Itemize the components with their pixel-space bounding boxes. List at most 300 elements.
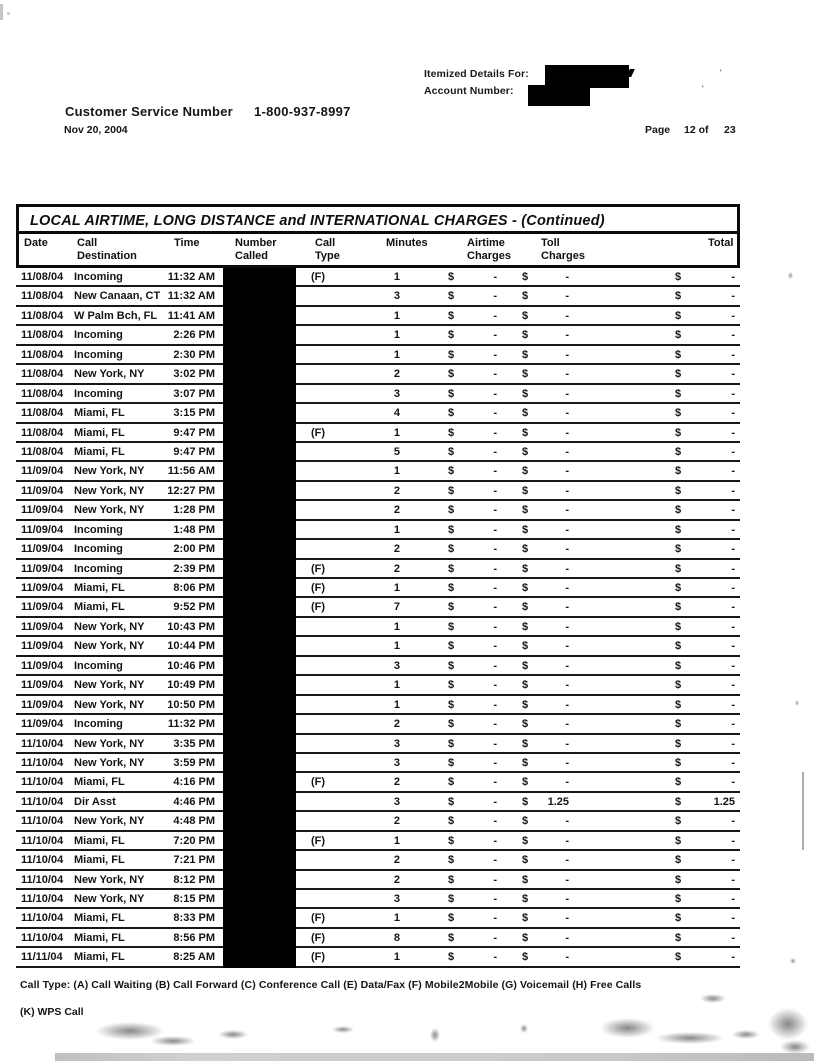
cell-destination: New York, NY — [74, 465, 145, 478]
cell-time: 12:27 PM — [167, 484, 215, 497]
total-currency-symbol: $ — [675, 543, 682, 556]
cell-destination: Incoming — [74, 562, 123, 575]
total-currency-symbol: $ — [675, 756, 682, 769]
cell-date: 11/08/04 — [21, 309, 64, 322]
cell-time: 10:50 PM — [167, 698, 215, 711]
cell-time: 10:43 PM — [167, 620, 215, 633]
call-row — [16, 579, 740, 598]
airtime-currency-symbol: $ — [448, 407, 455, 420]
cell-time: 2:30 PM — [173, 348, 215, 361]
call-row — [16, 365, 740, 384]
cell-toll-charges: - — [565, 368, 569, 381]
cell-date: 11/09/04 — [21, 484, 64, 497]
cell-airtime-charges: - — [493, 582, 497, 594]
cell-time: 2:00 PM — [173, 543, 215, 556]
cell-total: - — [731, 445, 735, 458]
page-number: 12 of — [684, 124, 709, 136]
scan-noise — [520, 1024, 528, 1033]
total-currency-symbol: $ — [675, 484, 682, 497]
toll-currency-symbol: $ — [522, 445, 529, 458]
call-row — [16, 793, 740, 812]
cell-destination: Incoming — [74, 543, 123, 556]
cell-minutes: 1 — [393, 271, 400, 283]
cell-destination: Miami, FL — [74, 912, 125, 925]
cell-toll-charges: - — [565, 329, 569, 342]
total-currency-symbol: $ — [675, 426, 682, 439]
cell-total: - — [731, 368, 735, 381]
total-currency-symbol: $ — [675, 271, 682, 283]
total-currency-symbol: $ — [675, 698, 682, 711]
cell-minutes: 1 — [393, 426, 400, 439]
cell-toll-charges: - — [565, 776, 569, 789]
cell-total: - — [731, 893, 735, 905]
scan-noise — [780, 1040, 810, 1054]
cell-date: 11/09/04 — [21, 640, 64, 653]
total-currency-symbol: $ — [675, 679, 682, 692]
toll-currency-symbol: $ — [522, 795, 529, 808]
toll-currency-symbol: $ — [522, 271, 529, 283]
cell-minutes: 2 — [393, 873, 400, 886]
cell-date: 11/08/04 — [21, 407, 64, 420]
cell-destination: New York, NY — [74, 484, 145, 497]
cell-minutes: 1 — [393, 329, 400, 342]
cell-minutes: 5 — [393, 445, 400, 458]
cell-toll-charges: - — [565, 737, 569, 750]
cell-date: 11/08/04 — [21, 426, 64, 439]
toll-currency-symbol: $ — [522, 815, 529, 828]
call-row — [16, 268, 740, 287]
cell-destination: New York, NY — [74, 368, 145, 381]
total-currency-symbol: $ — [675, 854, 682, 867]
scan-noise — [218, 1030, 248, 1039]
cell-time: 4:48 PM — [173, 815, 215, 828]
cell-date: 11/08/04 — [21, 290, 64, 303]
customer-service-phone: 1-800-937-8997 — [254, 104, 351, 119]
airtime-currency-symbol: $ — [448, 465, 455, 478]
cell-time: 9:47 PM — [173, 445, 215, 458]
scan-noise — [655, 1032, 725, 1044]
cell-airtime-charges: - — [493, 815, 497, 828]
total-currency-symbol: $ — [675, 640, 682, 653]
cell-total: - — [731, 426, 735, 439]
col-header-time: Time — [174, 237, 200, 249]
cell-destination: Miami, FL — [74, 854, 125, 867]
cell-airtime-charges: - — [493, 834, 497, 847]
call-row — [16, 948, 740, 967]
cell-total: - — [731, 504, 735, 517]
cell-time: 8:33 PM — [173, 912, 215, 925]
cell-time: 3:59 PM — [173, 756, 215, 769]
scan-noise — [795, 700, 799, 706]
charges-table-header-frame — [16, 204, 740, 268]
total-currency-symbol: $ — [675, 620, 682, 633]
col-header-call-destination: Call Destination — [77, 237, 137, 262]
cell-date: 11/09/04 — [21, 523, 64, 536]
cell-destination: New York, NY — [74, 873, 145, 886]
cell-total: - — [731, 601, 735, 614]
cell-date: 11/10/04 — [21, 931, 64, 944]
total-currency-symbol: $ — [675, 737, 682, 750]
cell-minutes: 1 — [393, 620, 400, 633]
cell-total: - — [731, 931, 735, 944]
toll-currency-symbol: $ — [522, 951, 529, 964]
cell-date: 11/10/04 — [21, 737, 64, 750]
scan-artifact-bottom-bar — [55, 1053, 814, 1061]
cell-date: 11/08/04 — [21, 368, 64, 381]
cell-airtime-charges: - — [493, 523, 497, 536]
total-currency-symbol: $ — [675, 387, 682, 400]
scan-noise — [332, 1026, 354, 1033]
cell-toll-charges: - — [565, 562, 569, 575]
itemized-details-label: Itemized Details For: — [424, 68, 529, 80]
total-currency-symbol: $ — [675, 834, 682, 847]
toll-currency-symbol: $ — [522, 756, 529, 769]
cell-airtime-charges: - — [493, 387, 497, 400]
airtime-currency-symbol: $ — [448, 854, 455, 867]
cell-toll-charges: - — [565, 912, 569, 925]
cell-toll-charges: - — [565, 951, 569, 964]
cell-airtime-charges: - — [493, 718, 497, 731]
cell-date: 11/09/04 — [21, 543, 64, 556]
cell-destination: W Palm Bch, FL — [74, 309, 158, 322]
cell-airtime-charges: - — [493, 873, 497, 886]
cell-total: - — [731, 854, 735, 867]
cell-minutes: 1 — [393, 912, 400, 925]
call-row — [16, 443, 740, 462]
cell-airtime-charges: - — [493, 640, 497, 653]
toll-currency-symbol: $ — [522, 329, 529, 342]
cell-time: 8:15 PM — [173, 893, 215, 905]
cell-destination: Miami, FL — [74, 776, 125, 789]
cell-total: - — [731, 873, 735, 886]
airtime-currency-symbol: $ — [448, 640, 455, 653]
cell-total: - — [731, 640, 735, 653]
toll-currency-symbol: $ — [522, 912, 529, 925]
airtime-currency-symbol: $ — [448, 659, 455, 672]
cell-total: - — [731, 582, 735, 594]
cell-total: - — [731, 465, 735, 478]
cell-toll-charges: - — [565, 601, 569, 614]
cell-toll-charges: - — [565, 387, 569, 400]
cell-time: 2:39 PM — [173, 562, 215, 575]
cell-toll-charges: 1.25 — [547, 795, 569, 808]
cell-airtime-charges: - — [493, 756, 497, 769]
cell-minutes: 3 — [393, 659, 400, 672]
cell-total: - — [731, 815, 735, 828]
toll-currency-symbol: $ — [522, 834, 529, 847]
cell-minutes: 1 — [393, 698, 400, 711]
cell-call-type: (F) — [311, 931, 326, 944]
cell-airtime-charges: - — [493, 426, 497, 439]
airtime-currency-symbol: $ — [448, 776, 455, 789]
call-row — [16, 404, 740, 423]
toll-currency-symbol: $ — [522, 659, 529, 672]
cell-call-type: (F) — [311, 601, 326, 614]
cell-minutes: 7 — [393, 601, 400, 614]
cell-toll-charges: - — [565, 873, 569, 886]
cell-total: - — [731, 776, 735, 789]
cell-total: - — [731, 329, 735, 342]
cell-total: - — [731, 659, 735, 672]
cell-time: 10:46 PM — [167, 659, 215, 672]
total-currency-symbol: $ — [675, 912, 682, 925]
cell-total: - — [731, 951, 735, 964]
redaction-box-account-number — [528, 85, 590, 106]
cell-destination: Miami, FL — [74, 582, 125, 594]
cell-destination: Miami, FL — [74, 407, 125, 420]
cell-total: - — [731, 737, 735, 750]
scan-noise — [788, 272, 793, 279]
toll-currency-symbol: $ — [522, 679, 529, 692]
airtime-currency-symbol: $ — [448, 931, 455, 944]
total-currency-symbol: $ — [675, 873, 682, 886]
cell-date: 11/10/04 — [21, 815, 64, 828]
total-currency-symbol: $ — [675, 815, 682, 828]
scan-noise — [700, 994, 726, 1003]
cell-minutes: 2 — [393, 854, 400, 867]
cell-date: 11/10/04 — [21, 795, 64, 808]
account-number-label: Account Number: — [424, 85, 514, 97]
cell-toll-charges: - — [565, 271, 569, 283]
toll-currency-symbol: $ — [522, 290, 529, 303]
call-row — [16, 287, 740, 306]
cell-minutes: 3 — [393, 893, 400, 905]
airtime-currency-symbol: $ — [448, 484, 455, 497]
scan-noise — [732, 1030, 760, 1039]
cell-airtime-charges: - — [493, 737, 497, 750]
total-currency-symbol: $ — [675, 407, 682, 420]
cell-total: - — [731, 271, 735, 283]
cell-airtime-charges: - — [493, 484, 497, 497]
cell-minutes: 1 — [393, 309, 400, 322]
cell-toll-charges: - — [565, 290, 569, 303]
cell-total: - — [731, 698, 735, 711]
cell-time: 3:15 PM — [173, 407, 215, 420]
cell-destination: New York, NY — [74, 815, 145, 828]
call-row — [16, 890, 740, 909]
cell-time: 11:56 AM — [167, 465, 215, 478]
call-row — [16, 909, 740, 928]
cell-minutes: 3 — [393, 756, 400, 769]
col-header-date: Date — [24, 237, 48, 249]
cell-toll-charges: - — [565, 931, 569, 944]
cell-toll-charges: - — [565, 756, 569, 769]
cell-total: - — [731, 834, 735, 847]
total-currency-symbol: $ — [675, 582, 682, 594]
cell-total: 1.25 — [713, 795, 735, 808]
cell-date: 11/08/04 — [21, 271, 64, 283]
cell-toll-charges: - — [565, 893, 569, 905]
cell-minutes: 2 — [393, 504, 400, 517]
airtime-currency-symbol: $ — [448, 329, 455, 342]
cell-minutes: 1 — [393, 465, 400, 478]
cell-toll-charges: - — [565, 504, 569, 517]
cell-time: 10:49 PM — [167, 679, 215, 692]
call-row — [16, 715, 740, 734]
cell-date: 11/08/04 — [21, 348, 64, 361]
total-currency-symbol: $ — [675, 329, 682, 342]
cell-destination: Miami, FL — [74, 931, 125, 944]
col-header-toll-charges: Toll Charges — [541, 237, 586, 262]
total-currency-symbol: $ — [675, 951, 682, 964]
cell-destination: Incoming — [74, 659, 123, 672]
cell-date: 11/09/04 — [21, 582, 64, 594]
scan-noise — [430, 1028, 440, 1042]
charges-table-title: LOCAL AIRTIME, LONG DISTANCE and INTERNATIONAL CHARGES - (Continued) — [19, 207, 737, 234]
airtime-currency-symbol: $ — [448, 562, 455, 575]
airtime-currency-symbol: $ — [448, 601, 455, 614]
cell-minutes: 2 — [393, 718, 400, 731]
call-row — [16, 560, 740, 579]
toll-currency-symbol: $ — [522, 776, 529, 789]
scan-artifact — [7, 12, 10, 15]
charges-table — [16, 204, 740, 968]
cell-destination: Incoming — [74, 329, 123, 342]
cell-toll-charges: - — [565, 407, 569, 420]
cell-toll-charges: - — [565, 465, 569, 478]
cell-total: - — [731, 387, 735, 400]
scan-noise — [600, 1018, 655, 1038]
cell-time: 9:47 PM — [173, 426, 215, 439]
redaction-number-called-column — [223, 268, 296, 968]
cell-time: 3:35 PM — [173, 737, 215, 750]
cell-destination: New York, NY — [74, 504, 145, 517]
airtime-currency-symbol: $ — [448, 873, 455, 886]
call-row — [16, 618, 740, 637]
call-row — [16, 521, 740, 540]
cell-minutes: 2 — [393, 562, 400, 575]
cell-destination: New York, NY — [74, 756, 145, 769]
toll-currency-symbol: $ — [522, 407, 529, 420]
cell-call-type: (F) — [311, 912, 326, 925]
cell-airtime-charges: - — [493, 445, 497, 458]
cell-toll-charges: - — [565, 640, 569, 653]
cell-destination: New Canaan, CT — [74, 290, 161, 303]
toll-currency-symbol: $ — [522, 893, 529, 905]
cell-destination: Dir Asst — [74, 795, 116, 808]
cell-date: 11/08/04 — [21, 445, 64, 458]
cell-toll-charges: - — [565, 543, 569, 556]
cell-date: 11/10/04 — [21, 756, 64, 769]
cell-date: 11/11/04 — [21, 951, 63, 964]
table-body — [16, 268, 740, 968]
airtime-currency-symbol: $ — [448, 912, 455, 925]
total-currency-symbol: $ — [675, 445, 682, 458]
airtime-currency-symbol: $ — [448, 795, 455, 808]
cell-total: - — [731, 348, 735, 361]
cell-destination: New York, NY — [74, 679, 145, 692]
cell-minutes: 2 — [393, 368, 400, 381]
cell-airtime-charges: - — [493, 951, 497, 964]
cell-airtime-charges: - — [493, 854, 497, 867]
cell-airtime-charges: - — [493, 679, 497, 692]
cell-airtime-charges: - — [493, 620, 497, 633]
cell-total: - — [731, 620, 735, 633]
scan-noise — [768, 1008, 808, 1040]
airtime-currency-symbol: $ — [448, 698, 455, 711]
toll-currency-symbol: $ — [522, 582, 529, 594]
scan-artifact — [0, 4, 3, 20]
col-header-total: Total — [708, 237, 734, 249]
cell-airtime-charges: - — [493, 329, 497, 342]
cell-toll-charges: - — [565, 348, 569, 361]
statement-date: Nov 20, 2004 — [64, 124, 128, 136]
toll-currency-symbol: $ — [522, 737, 529, 750]
call-row — [16, 657, 740, 676]
call-row — [16, 482, 740, 501]
cell-minutes: 2 — [393, 776, 400, 789]
cell-destination: Incoming — [74, 387, 123, 400]
cell-date: 11/09/04 — [21, 698, 64, 711]
total-currency-symbol: $ — [675, 348, 682, 361]
airtime-currency-symbol: $ — [448, 504, 455, 517]
cell-time: 8:25 AM — [173, 951, 215, 964]
airtime-currency-symbol: $ — [448, 387, 455, 400]
cell-call-type: (F) — [311, 776, 326, 789]
airtime-currency-symbol: $ — [448, 309, 455, 322]
cell-date: 11/09/04 — [21, 679, 64, 692]
cell-destination: New York, NY — [74, 640, 145, 653]
cell-date: 11/09/04 — [21, 504, 64, 517]
cell-total: - — [731, 407, 735, 420]
cell-minutes: 1 — [393, 523, 400, 536]
cell-total: - — [731, 756, 735, 769]
cell-destination: New York, NY — [74, 620, 145, 633]
cell-total: - — [731, 290, 735, 303]
cell-time: 10:44 PM — [167, 640, 215, 653]
cell-minutes: 1 — [393, 348, 400, 361]
cell-minutes: 4 — [393, 407, 400, 420]
cell-time: 8:12 PM — [173, 873, 215, 886]
total-currency-symbol: $ — [675, 718, 682, 731]
toll-currency-symbol: $ — [522, 523, 529, 536]
wps-call-note: (K) WPS Call — [20, 1006, 84, 1018]
cell-time: 2:26 PM — [173, 329, 215, 342]
call-row — [16, 676, 740, 695]
toll-currency-symbol: $ — [522, 718, 529, 731]
toll-currency-symbol: $ — [522, 562, 529, 575]
cell-minutes: 3 — [393, 387, 400, 400]
cell-time: 3:02 PM — [173, 368, 215, 381]
cell-airtime-charges: - — [493, 795, 497, 808]
cell-call-type: (F) — [311, 951, 326, 964]
col-header-number-called: Number Called — [235, 237, 277, 262]
scan-noise — [790, 958, 796, 964]
airtime-currency-symbol: $ — [448, 348, 455, 361]
cell-toll-charges: - — [565, 484, 569, 497]
airtime-currency-symbol: $ — [448, 290, 455, 303]
cell-airtime-charges: - — [493, 659, 497, 672]
airtime-currency-symbol: $ — [448, 737, 455, 750]
toll-currency-symbol: $ — [522, 465, 529, 478]
toll-currency-symbol: $ — [522, 348, 529, 361]
cell-toll-charges: - — [565, 834, 569, 847]
cell-time: 8:56 PM — [173, 931, 215, 944]
toll-currency-symbol: $ — [522, 426, 529, 439]
cell-time: 7:20 PM — [173, 834, 215, 847]
cell-date: 11/09/04 — [21, 659, 64, 672]
call-row — [16, 501, 740, 520]
cell-destination: Miami, FL — [74, 834, 125, 847]
scan-noise — [150, 1036, 196, 1046]
total-currency-symbol: $ — [675, 659, 682, 672]
total-currency-symbol: $ — [675, 368, 682, 381]
cell-time: 1:28 PM — [173, 504, 215, 517]
cell-airtime-charges: - — [493, 601, 497, 614]
cell-total: - — [731, 718, 735, 731]
cell-call-type: (F) — [311, 426, 326, 439]
cell-total: - — [731, 484, 735, 497]
